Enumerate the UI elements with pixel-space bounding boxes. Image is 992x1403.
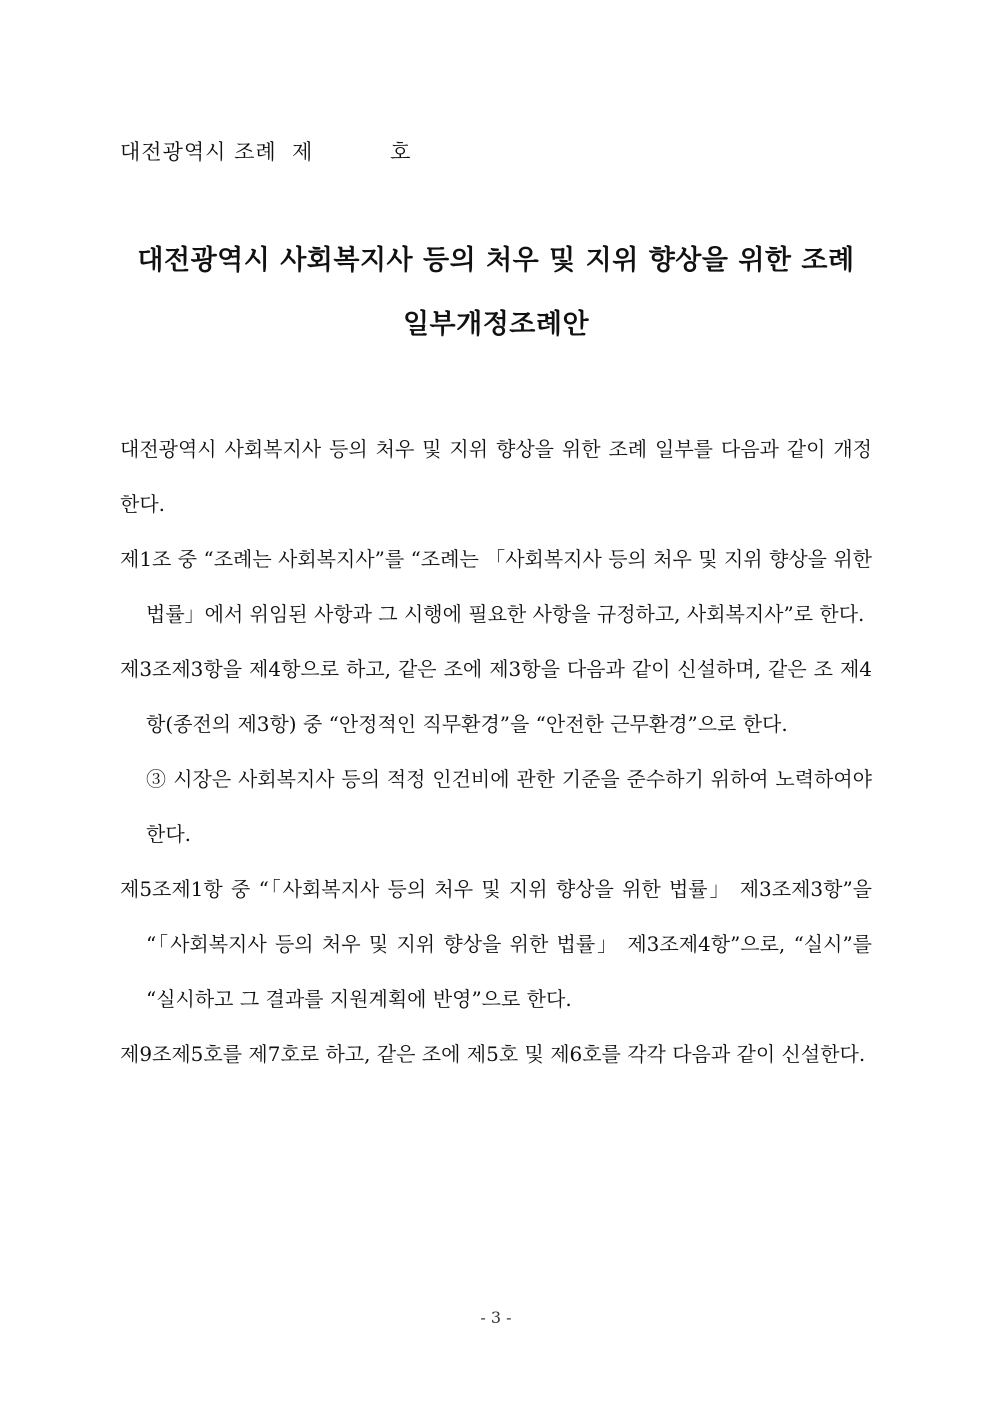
amendment-article-1: 제1조 중 “조례는 사회복지사”를 “조례는 「사회복지사 등의 처우 및 지위 향상을 위한 법률」에서 위임된 사항과 그 시행에 필요한 사항을 규정하고, 사회복지사”로 한다. (120, 547, 872, 626)
document-title-line2: 일부개정조례안 (402, 309, 590, 340)
document-title-line1: 대전광역시 사회복지사 등의 처우 및 지위 향상을 위한 조례 (137, 245, 855, 276)
ordinance-number: 대전광역시 조례 제 호 (120, 140, 412, 164)
amendment-article-9: 제9조제5호를 제7호로 하고, 같은 조에 제5호 및 제6호를 각각 다음과 같이 신설한다. (120, 1042, 866, 1066)
new-clause-3: ③ 시장은 사회복지사 등의 적정 인건비에 관한 기준을 준수하기 위하여 노력하여야 한다. (146, 767, 872, 846)
amendment-article-3: 제3조제3항을 제4항으로 하고, 같은 조에 제3항을 다음과 같이 신설하며, 같은 조 제4항(종전의 제3항) 중 “안정적인 직무환경”을 “안전한 근무환경”으로 한다. (120, 657, 872, 736)
document-body (120, 422, 872, 1082)
intro-paragraph: 대전광역시 사회복지사 등의 처우 및 지위 향상을 위한 조례 일부를 다음과 같이 개정한다. (120, 437, 872, 516)
amendment-article-5: 제5조제1항 중 “「사회복지사 등의 처우 및 지위 향상을 위한 법률」 제3조제3항”을 “「사회복지사 등의 처우 및 지위 향상을 위한 법률」 제3조제4항”으로, “실시”를 “실시하고 그 결과를 지원계획에 반영”으로 한다. (120, 877, 872, 1011)
page-number: - 3 - (480, 1308, 512, 1327)
